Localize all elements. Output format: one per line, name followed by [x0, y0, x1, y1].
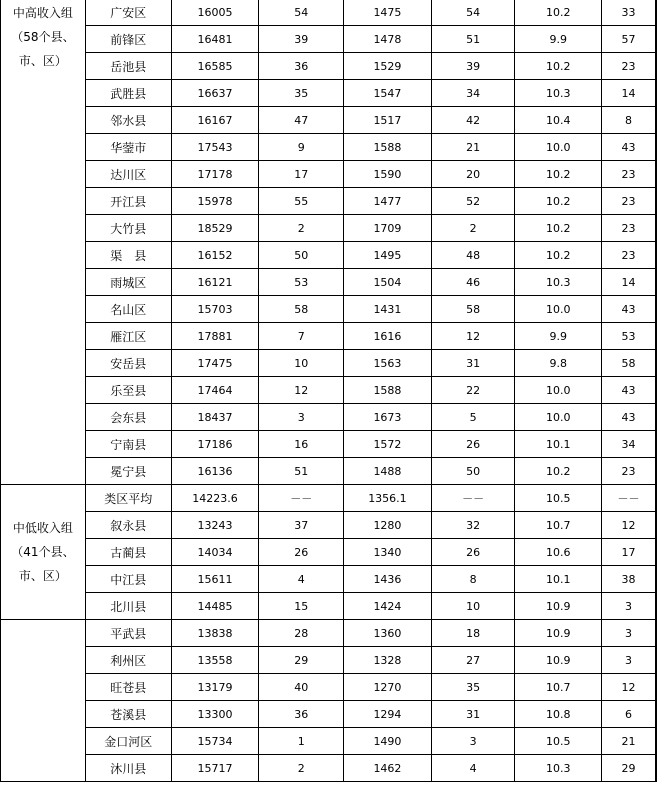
value-cell: 55 [259, 188, 344, 215]
county-name-cell: 达川区 [85, 161, 171, 188]
county-name-cell: 雁江区 [85, 323, 171, 350]
value-cell: 29 [602, 755, 656, 782]
value-cell: 10.3 [515, 269, 602, 296]
value-cell: 6 [602, 701, 656, 728]
empty-cell [656, 755, 657, 782]
value-cell: 10.3 [515, 80, 602, 107]
value-cell: 15 [259, 593, 344, 620]
county-name-cell: 邻水县 [85, 107, 171, 134]
value-cell: 10 [431, 593, 515, 620]
value-cell: 1328 [344, 647, 432, 674]
empty-cell [656, 620, 657, 647]
value-cell: 54 [259, 0, 344, 26]
county-name-cell: 叙永县 [85, 512, 171, 539]
value-cell: 10.5 [515, 485, 602, 512]
value-cell: 40 [259, 674, 344, 701]
value-cell: 2 [431, 215, 515, 242]
value-cell: 10.6 [515, 539, 602, 566]
table-row [1, 404, 657, 431]
group-label-line: （41个县、 [11, 545, 75, 559]
value-cell: 16121 [171, 269, 259, 296]
value-cell: 50 [259, 242, 344, 269]
table-row [1, 53, 657, 80]
value-cell: 10.5 [515, 728, 602, 755]
value-cell: 34 [602, 431, 656, 458]
value-cell: 1488 [344, 458, 432, 485]
value-cell: 10.2 [515, 458, 602, 485]
empty-cell [656, 323, 657, 350]
table-row [1, 674, 657, 701]
value-cell: 1588 [344, 134, 432, 161]
empty-cell [656, 701, 657, 728]
value-cell: 1563 [344, 350, 432, 377]
county-name-cell: 渠 县 [85, 242, 171, 269]
value-cell: 42 [431, 107, 515, 134]
empty-cell [656, 161, 657, 188]
value-cell: 3 [259, 404, 344, 431]
county-name-cell: 冕宁县 [85, 458, 171, 485]
value-cell: 43 [602, 404, 656, 431]
county-name-cell: 沐川县 [85, 755, 171, 782]
group-label-line: （58个县、 [11, 30, 75, 44]
value-cell: 12 [259, 377, 344, 404]
table-row [1, 431, 657, 458]
value-cell: 18529 [171, 215, 259, 242]
value-cell: 1709 [344, 215, 432, 242]
value-cell: 10.2 [515, 188, 602, 215]
value-cell: 10.3 [515, 755, 602, 782]
value-cell: 48 [431, 242, 515, 269]
value-cell: 15978 [171, 188, 259, 215]
value-cell: 13243 [171, 512, 259, 539]
value-cell: 21 [431, 134, 515, 161]
value-cell: 58 [259, 296, 344, 323]
value-cell: 1478 [344, 26, 432, 53]
value-cell: 3 [602, 647, 656, 674]
county-name-cell: 大竹县 [85, 215, 171, 242]
value-cell: 10.1 [515, 566, 602, 593]
value-cell: 35 [259, 80, 344, 107]
value-cell: 43 [602, 377, 656, 404]
empty-cell [656, 188, 657, 215]
value-cell: 51 [259, 458, 344, 485]
table-row [1, 134, 657, 161]
value-cell: 53 [259, 269, 344, 296]
value-cell: 9.8 [515, 350, 602, 377]
table-row [1, 539, 657, 566]
value-cell: 9.9 [515, 26, 602, 53]
value-cell: 26 [259, 539, 344, 566]
county-name-cell: 华蓥市 [85, 134, 171, 161]
value-cell: 52 [431, 188, 515, 215]
value-cell: 17475 [171, 350, 259, 377]
empty-cell [656, 215, 657, 242]
value-cell: 2 [259, 215, 344, 242]
value-cell: 14 [602, 80, 656, 107]
value-cell: －－ [431, 485, 515, 512]
county-name-cell: 旺苍县 [85, 674, 171, 701]
value-cell: 8 [431, 566, 515, 593]
value-cell: 10.0 [515, 404, 602, 431]
value-cell: 50 [431, 458, 515, 485]
empty-cell [656, 566, 657, 593]
table-row [1, 107, 657, 134]
value-cell: 31 [431, 350, 515, 377]
value-cell: 14034 [171, 539, 259, 566]
value-cell: 15703 [171, 296, 259, 323]
value-cell: 14 [602, 269, 656, 296]
table-row [1, 647, 657, 674]
value-cell: 17 [259, 161, 344, 188]
county-name-cell: 苍溪县 [85, 701, 171, 728]
empty-cell [656, 80, 657, 107]
empty-cell [656, 593, 657, 620]
value-cell: 1495 [344, 242, 432, 269]
value-cell: 1 [259, 728, 344, 755]
table-row [1, 188, 657, 215]
empty-cell [656, 674, 657, 701]
value-cell: 36 [259, 701, 344, 728]
value-cell: 26 [431, 431, 515, 458]
value-cell: 17881 [171, 323, 259, 350]
value-cell: 23 [602, 458, 656, 485]
empty-cell [656, 296, 657, 323]
value-cell: 16585 [171, 53, 259, 80]
county-name-cell: 利州区 [85, 647, 171, 674]
value-cell: 12 [602, 674, 656, 701]
group-label-cell [1, 620, 86, 782]
county-name-cell: 古蔺县 [85, 539, 171, 566]
value-cell: 36 [259, 53, 344, 80]
empty-cell [656, 728, 657, 755]
empty-cell [656, 0, 657, 26]
table-row [1, 566, 657, 593]
value-cell: 46 [431, 269, 515, 296]
value-cell: 1616 [344, 323, 432, 350]
value-cell: 1572 [344, 431, 432, 458]
value-cell: 12 [431, 323, 515, 350]
empty-cell [656, 404, 657, 431]
value-cell: 10.9 [515, 593, 602, 620]
value-cell: 3 [602, 593, 656, 620]
value-cell: 4 [259, 566, 344, 593]
value-cell: 18 [431, 620, 515, 647]
value-cell: 10.2 [515, 161, 602, 188]
value-cell: 1590 [344, 161, 432, 188]
value-cell: 20 [431, 161, 515, 188]
value-cell: 23 [602, 215, 656, 242]
value-cell: 1477 [344, 188, 432, 215]
empty-cell [656, 350, 657, 377]
table-row [1, 701, 657, 728]
table-row [1, 377, 657, 404]
value-cell: 5 [431, 404, 515, 431]
value-cell: 3 [431, 728, 515, 755]
empty-cell [656, 647, 657, 674]
value-cell: 15717 [171, 755, 259, 782]
group-label-cell [1, 485, 86, 620]
value-cell: 51 [431, 26, 515, 53]
value-cell: 1673 [344, 404, 432, 431]
value-cell: 10.1 [515, 431, 602, 458]
value-cell: 54 [431, 0, 515, 26]
table-row [1, 80, 657, 107]
group-label-line: 市、区） [18, 54, 67, 68]
value-cell: 47 [259, 107, 344, 134]
value-cell: 16005 [171, 0, 259, 26]
value-cell: 15611 [171, 566, 259, 593]
table-row [1, 620, 657, 647]
value-cell: 10.9 [515, 647, 602, 674]
county-name-cell: 金口河区 [85, 728, 171, 755]
value-cell: 10.0 [515, 134, 602, 161]
group-label-line: 中低收入组 [12, 521, 73, 535]
table-row [1, 512, 657, 539]
value-cell: 1504 [344, 269, 432, 296]
empty-cell [656, 242, 657, 269]
empty-cell [656, 107, 657, 134]
group-label-line: 中高收入组 [12, 6, 73, 20]
empty-cell [656, 485, 657, 512]
group-label-cell [1, 0, 86, 485]
empty-cell [656, 377, 657, 404]
table-row [1, 26, 657, 53]
value-cell: 1517 [344, 107, 432, 134]
value-cell: 13179 [171, 674, 259, 701]
value-cell: 23 [602, 188, 656, 215]
value-cell: 16136 [171, 458, 259, 485]
value-cell: 1424 [344, 593, 432, 620]
value-cell: 53 [602, 323, 656, 350]
county-name-cell: 前锋区 [85, 26, 171, 53]
value-cell: 1294 [344, 701, 432, 728]
value-cell: 1529 [344, 53, 432, 80]
value-cell: 39 [259, 26, 344, 53]
value-cell: 27 [431, 647, 515, 674]
value-cell: 1356.1 [344, 485, 432, 512]
county-name-cell: 平武县 [85, 620, 171, 647]
value-cell: 31 [431, 701, 515, 728]
value-cell: 10.2 [515, 242, 602, 269]
value-cell: 16637 [171, 80, 259, 107]
value-cell: 28 [259, 620, 344, 647]
value-cell: 16 [259, 431, 344, 458]
county-name-cell: 北川县 [85, 593, 171, 620]
value-cell: 1360 [344, 620, 432, 647]
value-cell: 12 [602, 512, 656, 539]
value-cell: 17464 [171, 377, 259, 404]
value-cell: 9.9 [515, 323, 602, 350]
value-cell: 1588 [344, 377, 432, 404]
value-cell: 17178 [171, 161, 259, 188]
value-cell: 16152 [171, 242, 259, 269]
value-cell: －－ [602, 485, 656, 512]
county-name-cell: 广安区 [85, 0, 171, 26]
value-cell: 1280 [344, 512, 432, 539]
value-cell: 13300 [171, 701, 259, 728]
value-cell: 9 [259, 134, 344, 161]
empty-cell [656, 431, 657, 458]
value-cell: 32 [431, 512, 515, 539]
value-cell: 3 [602, 620, 656, 647]
table-row [1, 0, 657, 26]
value-cell: 1475 [344, 0, 432, 26]
value-cell: 33 [602, 0, 656, 26]
county-name-cell: 中江县 [85, 566, 171, 593]
value-cell: 10.2 [515, 215, 602, 242]
value-cell: 58 [602, 350, 656, 377]
value-cell: 2 [259, 755, 344, 782]
empty-cell [656, 134, 657, 161]
value-cell: 10.7 [515, 512, 602, 539]
empty-cell [656, 458, 657, 485]
empty-cell [656, 53, 657, 80]
value-cell: 1340 [344, 539, 432, 566]
value-cell: 26 [431, 539, 515, 566]
table-row [1, 593, 657, 620]
table-row [1, 458, 657, 485]
value-cell: －－ [259, 485, 344, 512]
value-cell: 15734 [171, 728, 259, 755]
county-name-cell: 雨城区 [85, 269, 171, 296]
county-name-cell: 乐至县 [85, 377, 171, 404]
table-body [1, 0, 657, 782]
value-cell: 39 [431, 53, 515, 80]
value-cell: 43 [602, 296, 656, 323]
table-row [1, 728, 657, 755]
county-name-cell: 武胜县 [85, 80, 171, 107]
empty-cell [656, 269, 657, 296]
value-cell: 7 [259, 323, 344, 350]
value-cell: 23 [602, 53, 656, 80]
group-label-line: 市、区） [18, 569, 67, 583]
value-cell: 29 [259, 647, 344, 674]
value-cell: 1436 [344, 566, 432, 593]
value-cell: 8 [602, 107, 656, 134]
value-cell: 1431 [344, 296, 432, 323]
value-cell: 1490 [344, 728, 432, 755]
value-cell: 37 [259, 512, 344, 539]
value-cell: 38 [602, 566, 656, 593]
value-cell: 10.7 [515, 674, 602, 701]
value-cell: 4 [431, 755, 515, 782]
value-cell: 13838 [171, 620, 259, 647]
value-cell: 14223.6 [171, 485, 259, 512]
value-cell: 13558 [171, 647, 259, 674]
value-cell: 1547 [344, 80, 432, 107]
value-cell: 18437 [171, 404, 259, 431]
empty-cell [656, 512, 657, 539]
county-name-cell: 类区平均 [85, 485, 171, 512]
value-cell: 1270 [344, 674, 432, 701]
value-cell: 23 [602, 242, 656, 269]
value-cell: 10.9 [515, 620, 602, 647]
value-cell: 17543 [171, 134, 259, 161]
table-row [1, 242, 657, 269]
county-name-cell: 岳池县 [85, 53, 171, 80]
value-cell: 10.2 [515, 0, 602, 26]
value-cell: 21 [602, 728, 656, 755]
value-cell: 23 [602, 161, 656, 188]
table-row [1, 215, 657, 242]
county-name-cell: 宁南县 [85, 431, 171, 458]
value-cell: 10.2 [515, 53, 602, 80]
value-cell: 16167 [171, 107, 259, 134]
table-row [1, 269, 657, 296]
value-cell: 43 [602, 134, 656, 161]
table-row [1, 161, 657, 188]
county-name-cell: 会东县 [85, 404, 171, 431]
value-cell: 17 [602, 539, 656, 566]
empty-cell [656, 26, 657, 53]
value-cell: 22 [431, 377, 515, 404]
table-row [1, 323, 657, 350]
value-cell: 58 [431, 296, 515, 323]
value-cell: 10.4 [515, 107, 602, 134]
value-cell: 10 [259, 350, 344, 377]
value-cell: 16481 [171, 26, 259, 53]
table-row [1, 755, 657, 782]
county-name-cell: 名山区 [85, 296, 171, 323]
value-cell: 57 [602, 26, 656, 53]
value-cell: 10.8 [515, 701, 602, 728]
value-cell: 10.0 [515, 296, 602, 323]
table-row [1, 485, 657, 512]
value-cell: 10.0 [515, 377, 602, 404]
county-name-cell: 开江县 [85, 188, 171, 215]
table-row [1, 296, 657, 323]
value-cell: 14485 [171, 593, 259, 620]
value-cell: 17186 [171, 431, 259, 458]
value-cell: 34 [431, 80, 515, 107]
empty-cell [656, 539, 657, 566]
table-row [1, 350, 657, 377]
value-cell: 1462 [344, 755, 432, 782]
value-cell: 35 [431, 674, 515, 701]
county-name-cell: 安岳县 [85, 350, 171, 377]
